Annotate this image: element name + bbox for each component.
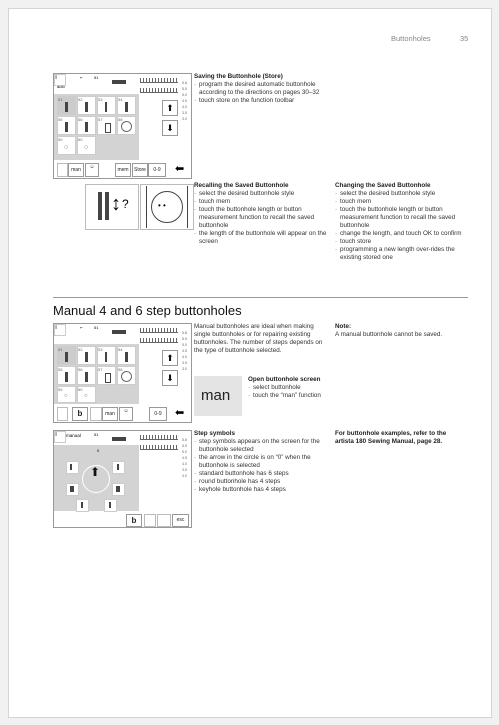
foot-icon: ⌐: [80, 325, 83, 331]
list-item: · select the desired buttonhole style: [194, 190, 329, 198]
length-ruler: [140, 328, 178, 333]
changing-list: [335, 190, 465, 262]
list-item: · programming a new length over-rides the existing stored one: [335, 246, 465, 262]
memory-button[interactable]: [157, 514, 171, 527]
button-measure-button[interactable]: ☺: [85, 163, 99, 177]
list-item: · touch the buttonhole length or button measurement function to recall the saved buttonhole: [335, 206, 465, 230]
step-3-button[interactable]: [112, 483, 125, 496]
buttonhole-icon: ⫴: [54, 74, 66, 86]
list-item: · round buttonhole has 4 steps: [194, 478, 329, 486]
side-scale: 5.8 5.5 5.0 4.5 4.0 3.5 3.0: [182, 438, 187, 478]
stitch-number: 51: [94, 75, 99, 80]
note-title: Note:: [335, 323, 352, 330]
step-6-button[interactable]: [66, 483, 79, 496]
width-ruler: [140, 338, 178, 343]
buttonhole-screen-saving: [53, 73, 192, 179]
foot-icon: ⌐: [80, 75, 83, 81]
buttonhole-56[interactable]: 56: [77, 366, 96, 385]
stitch-width-bar: [112, 330, 126, 334]
buttonhole-53[interactable]: 53: [97, 96, 116, 115]
back-arrow-icon[interactable]: ⬅: [175, 163, 185, 175]
width-ruler: [140, 88, 178, 93]
list-item: · step symbols appears on the screen for the buttonhole selected: [194, 438, 329, 454]
step-2-button[interactable]: [112, 461, 125, 474]
buttonhole-60[interactable]: 60 ○: [77, 136, 96, 155]
buttonhole-54[interactable]: 54: [117, 346, 136, 365]
b-button[interactable]: b: [126, 514, 142, 527]
buttonhole-59[interactable]: 59 ○: [57, 136, 76, 155]
length-ruler: [140, 435, 178, 440]
mem-button[interactable]: mem: [115, 163, 131, 177]
side-scale: 5.8 5.5 5.0 4.5 4.0 3.5 3.0: [182, 331, 187, 371]
list-item: · touch store: [335, 238, 465, 246]
button-measure-button[interactable]: ☺: [119, 407, 133, 421]
back-arrow-icon[interactable]: ⬅: [175, 407, 185, 419]
buttonhole-54[interactable]: 54: [117, 96, 136, 115]
buttonhole-screen-manual: [53, 323, 192, 423]
buttonhole-57[interactable]: 57: [97, 366, 116, 385]
open-list: [248, 384, 378, 400]
scroll-up-button[interactable]: ⬆: [162, 350, 178, 366]
buttonhole-52[interactable]: 52: [77, 346, 96, 365]
stitch-width-bar: [112, 437, 126, 441]
recalling-list: [194, 190, 329, 246]
section-title: Buttonholes: [391, 34, 431, 43]
foot-button[interactable]: [57, 407, 68, 421]
b-button[interactable]: b: [72, 407, 88, 421]
buttonhole-icon: ⫴: [54, 324, 66, 336]
scroll-up-button[interactable]: ⬆: [162, 100, 178, 116]
note-text: A manual buttonhole cannot be saved.: [335, 331, 443, 338]
range-button[interactable]: 0-9: [149, 407, 167, 421]
step-5-button[interactable]: [76, 499, 89, 512]
buttonhole-51[interactable]: 51: [57, 96, 76, 115]
buttonhole-58[interactable]: 58: [117, 116, 136, 135]
list-item: · select the desired buttonhole style: [335, 190, 465, 198]
buttonhole-58[interactable]: 58: [117, 366, 136, 385]
buttonhole-53[interactable]: 53: [97, 346, 116, 365]
scroll-down-button[interactable]: ⬇: [162, 370, 178, 386]
list-item: · touch the buttonhole length or button measurement function to recall the saved buttonhole: [194, 206, 329, 230]
buttonhole-56[interactable]: 56: [77, 116, 96, 135]
list-item: · touch mem: [335, 198, 465, 206]
length-button[interactable]: [90, 407, 102, 421]
buttonhole-55[interactable]: 55: [57, 116, 76, 135]
stitch-width-bar: [112, 80, 126, 84]
list-item: · keyhole buttonhole has 4 steps: [194, 486, 329, 494]
step-symbols-screen: [53, 430, 192, 528]
changing-title: Changing the Saved Buttonhole: [335, 182, 431, 189]
saving-title: Saving the Buttonhole (Store): [194, 73, 283, 80]
steps-list: [194, 438, 329, 494]
page-number: 35: [460, 34, 469, 43]
length-button[interactable]: [144, 514, 156, 527]
step-arrow-icon: ⬆: [90, 465, 101, 479]
list-item: · the length of the buttonhole will appear on the screen: [194, 230, 329, 246]
list-item: · touch mem: [194, 198, 329, 206]
list-item: · the arrow in the circle is on “0” when the buttonhole is selected: [194, 454, 329, 470]
step-1-button[interactable]: [66, 461, 79, 474]
step-4-button[interactable]: [104, 499, 117, 512]
manual-intro: Manual buttonholes are ideal when making single buttonholes or for repairing existing buttonholes. The number of steps depends on the type of buttonhole selected.: [194, 323, 323, 354]
list-item: · select buttonhole: [248, 384, 378, 392]
side-scale: 5.8 5.5 5.0 4.5 4.0 3.5 3.0: [182, 81, 187, 121]
manual-page: [8, 8, 492, 718]
stitch-number: 51: [94, 325, 99, 330]
buttonhole-52[interactable]: 52: [77, 96, 96, 115]
saving-list: [194, 81, 326, 105]
manual-label: manual: [66, 433, 81, 438]
list-item: · touch the “man” function: [248, 392, 378, 400]
man-function-icon: [194, 376, 242, 416]
buttonhole-55[interactable]: 55: [57, 366, 76, 385]
list-item: · touch store on the function toolbar: [194, 97, 326, 105]
man-button[interactable]: man: [102, 407, 118, 421]
recalling-title: Recalling the Saved Buttonhole: [194, 182, 289, 189]
length-ruler: [140, 78, 178, 83]
stitch-number: 51: [94, 432, 99, 437]
buttonhole-51[interactable]: 51: [57, 346, 76, 365]
buttonhole-type-button[interactable]: [57, 163, 68, 177]
button-measure-icon: • •: [140, 184, 194, 230]
buttonhole-59[interactable]: 59 ○: [57, 386, 76, 403]
range-button[interactable]: 0-9: [148, 163, 166, 177]
open-title: Open buttonhole screen: [248, 376, 321, 383]
list-item: · change the length, and touch OK to confirm: [335, 230, 465, 238]
reference-note: For buttonhole examples, refer to the artista 180 Sewing Manual, page 28.: [335, 430, 447, 445]
width-ruler: [140, 445, 178, 450]
auto-label: auto: [57, 84, 65, 89]
esc-button[interactable]: esc: [172, 514, 189, 527]
list-item: · program the desired automatic buttonhole according to the directions on pages 30–32: [194, 81, 326, 97]
manual-heading: Manual 4 and 6 step buttonholes: [53, 303, 242, 318]
list-item: · standard buttonhole has 6 steps: [194, 470, 329, 478]
man-label: man: [201, 387, 231, 404]
steps-title: Step symbols: [194, 430, 235, 437]
buttonhole-length-icon: ↕ ?: [85, 184, 139, 230]
buttonhole-icon: ⫴: [54, 431, 66, 443]
section-divider: [53, 297, 468, 298]
step-zero: 0: [97, 448, 100, 453]
buttonhole-60[interactable]: 60 ○: [77, 386, 96, 403]
man-button[interactable]: man: [68, 163, 84, 177]
buttonhole-57[interactable]: 57: [97, 116, 116, 135]
store-button[interactable]: Store: [132, 163, 148, 177]
scroll-down-button[interactable]: ⬇: [162, 120, 178, 136]
